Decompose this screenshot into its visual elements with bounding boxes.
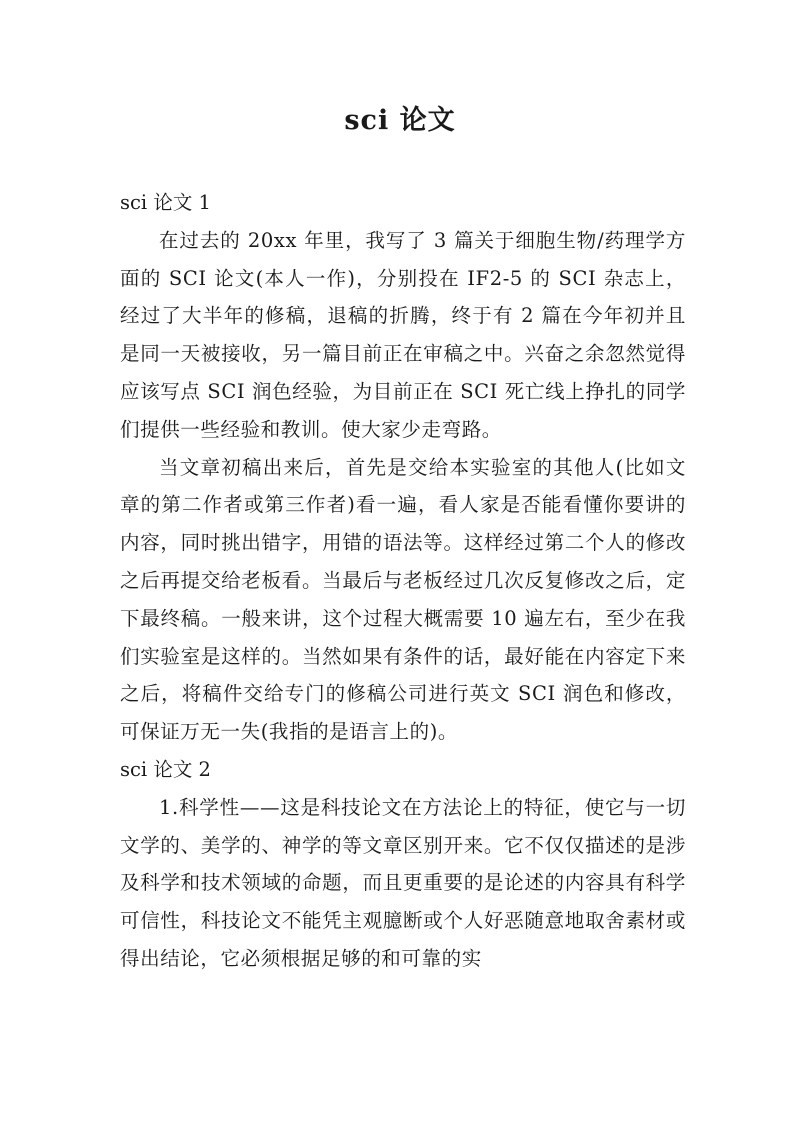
body-paragraph: 在过去的 20xx 年里，我写了 3 篇关于细胞生物/药理学方面的 SCI 论文(本人一作)，分别投在 IF2-5 的 SCI 杂志上，经过了大半年的修稿，退稿的折腾，终于有 2 篇在今年初并且是同一天被接收，另一篇目前正在审稿之中。兴奋之余忽然觉得应该写点 SCI 润色经验，为目前正在 SCI 死亡线上挣扎的同学们提供一些经验和教训。使大家少走弯路。: [120, 228, 686, 441]
body-paragraph: 当文章初稿出来后，首先是交给本实验室的其他人(比如文章的第二作者或第三作者)看一遍，看人家是否能看懂你要讲的内容，同时挑出错字，用错的语法等。这样经过第二个人的修改之后再提交给老板看。当最后与老板经过几次反复修改之后，定下最终稿。一般来讲，这个过程大概需要 10 遍左右，至少在我们实验室是这样的。当然如果有条件的话，最好能在内容定下来之后，将稿件交给专门的修稿公司进行英文 SCI 润色和修改，可保证万无一失(我指的是语言上的)。: [120, 455, 686, 744]
document-body: [120, 184, 686, 978]
section-heading: sci 论文 1: [120, 191, 211, 214]
section-heading: sci 论文 2: [120, 757, 211, 781]
document-title: sci 论文: [344, 105, 456, 136]
body-paragraph: 1.科学性——这是科技论文在方法论上的特征，使它与一切文学的、美学的、神学的等文章区别开来。它不仅仅描述的是涉及科学和技术领域的命题，而且更重要的是论述的内容具有科学可信性，科技论文不能凭主观臆断或个人好恶随意地取舍素材或得出结论，它必须根据足够的和可靠的实: [120, 795, 686, 970]
